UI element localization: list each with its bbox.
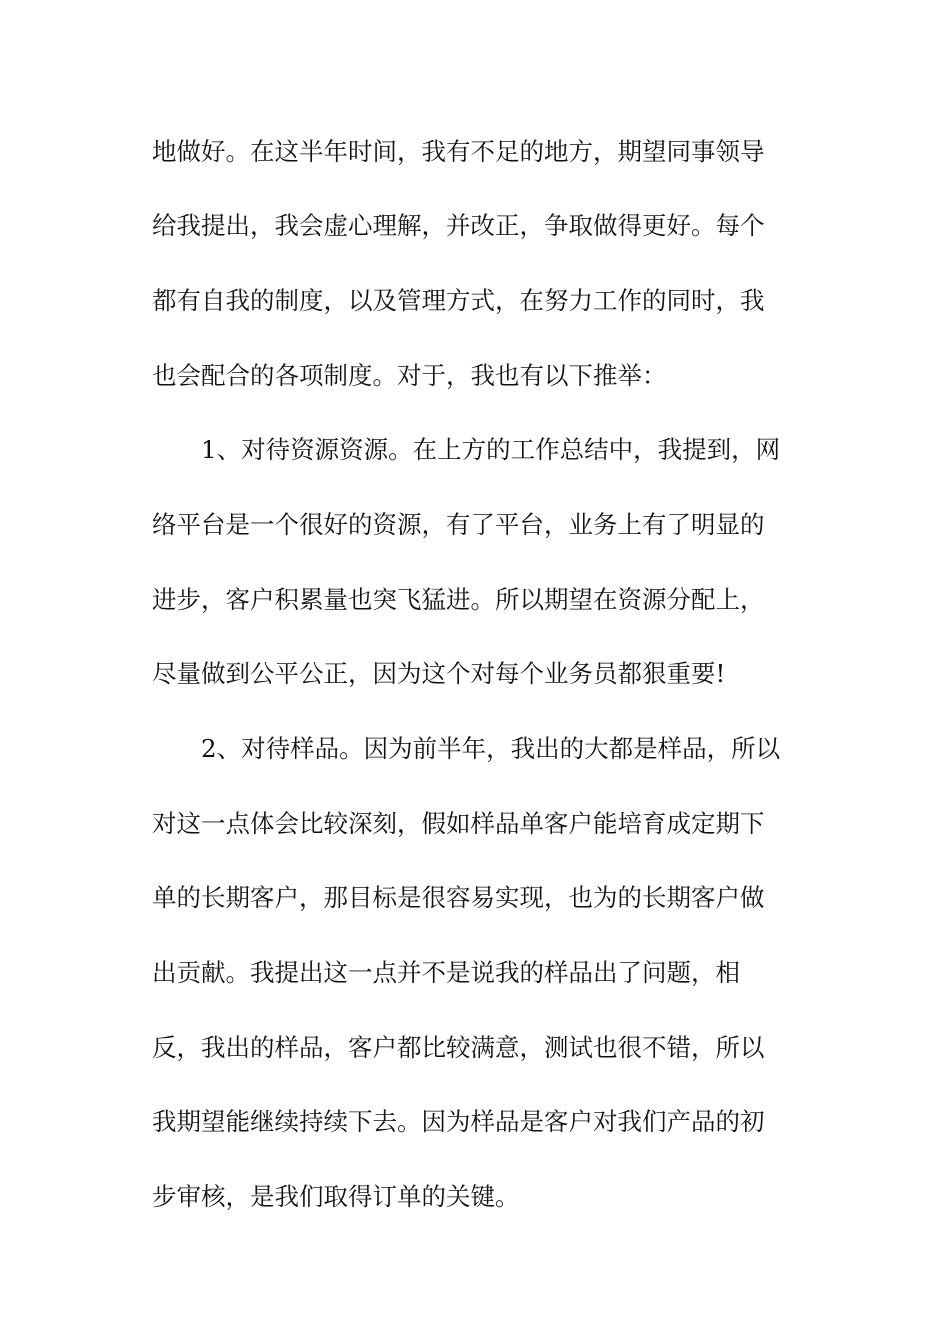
paragraph-3-line-2: 对这一点体会比较深刻，假如样品单客户能培育成定期下	[152, 809, 765, 838]
paragraph-2-line-2: 络平台是一个很好的资源，有了平台，业务上有了明显的	[152, 510, 765, 539]
paragraph-1-line-1: 地做好。在这半年时间，我有不足的地方，期望同事领导	[152, 137, 765, 166]
paragraph-3-line-3: 单的长期客户，那目标是很容易实现，也为的长期客户做	[152, 883, 765, 912]
paragraph-3-line-7: 步审核，是我们取得订单的关键。	[152, 1182, 520, 1211]
paragraph-3-line-4: 出贡献。我提出这一点并不是说我的样品出了问题，相	[152, 958, 740, 987]
paragraph-3-line-1: 2、对待样品。因为前半年，我出的大都是样品，所以	[201, 734, 781, 763]
paragraph-3-line-6: 我期望能继续持续下去。因为样品是客户对我们产品的初	[152, 1107, 765, 1136]
paragraph-3-line-5: 反，我出的样品，客户都比较满意，测试也很不错，所以	[152, 1033, 765, 1062]
paragraph-1-line-2: 给我提出，我会虚心理解，并改正，争取做得更好。每个	[152, 211, 765, 240]
paragraph-1-line-4: 也会配合的各项制度。对于，我也有以下推举：	[152, 361, 667, 390]
paragraph-2-line-4: 尽量做到公平公正，因为这个对每个业务员都狠重要!	[152, 659, 726, 688]
paragraph-2-line-3: 进步，客户积累量也突飞猛进。所以期望在资源分配上，	[152, 585, 765, 614]
paragraph-2-line-1: 1、对待资源资源。在上方的工作总结中，我提到，网	[201, 435, 781, 464]
paragraph-1-line-3: 都有自我的制度，以及管理方式，在努力工作的同时，我	[152, 286, 765, 315]
